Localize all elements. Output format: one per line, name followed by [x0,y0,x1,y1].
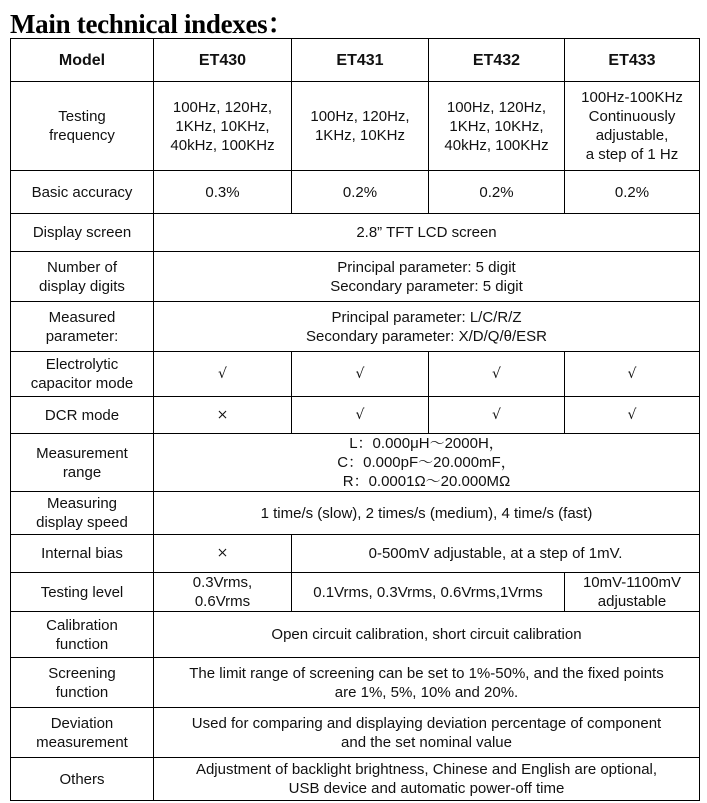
cell-line: 10mV-1100mV [582,574,682,591]
header-model-label: Model [11,39,154,82]
cell-et432 [429,82,565,171]
cell-et431-432: 0.1Vrms, 0.3Vrms, 0.6Vrms,1Vrms [292,573,565,612]
cell-line: Secondary parameter: 5 digit [330,277,523,295]
cell-et431: 0.2% [292,171,429,214]
spec-table [10,38,700,801]
cell-et430: √ [154,352,292,397]
header-row [11,39,700,82]
row-label-line: display speed [36,514,128,531]
row-calibration [11,612,700,658]
header-model-et433: ET433 [565,39,700,82]
cell-et431-433: 0-500mV adjustable, at a step of 1mV. [292,535,700,573]
row-label [11,708,154,758]
cell-line: L：0.000μH～2000H， [349,435,504,452]
cell-line: The limit range of screening can be set to 1%-50%, and the fixed points [189,664,664,682]
cell-line: 40kHz, 100KHz [444,136,549,154]
cell-et430 [154,573,292,612]
cell-line: 0.6Vrms [194,593,251,610]
row-label-line: frequency [49,127,115,144]
cell-all-models [154,434,700,492]
cell-line: 1KHz, 10KHz [314,127,406,144]
cell-line: 100Hz, 120Hz, [446,98,547,116]
row-label [11,492,154,535]
cell-et431: √ [292,352,429,397]
cell-line: 0.3Vrms, [192,574,253,591]
header-model-et430: ET430 [154,39,292,82]
row-internal-bias [11,535,700,573]
header-model-et431: ET431 [292,39,429,82]
row-label-line: Screening [48,664,116,682]
row-electrolytic-mode [11,352,700,397]
cell-line: 100Hz, 120Hz, [172,98,273,116]
cell-line: R：0.0001Ω～20.000MΩ [342,473,511,490]
row-label [11,302,154,352]
row-label: DCR mode [11,397,154,434]
row-label-line: parameter: [45,327,119,345]
row-label-line: Measurement [36,444,128,462]
cell-line: USB device and automatic power-off time [288,780,565,797]
cell-line: are 1%, 5%, 10% and 20%. [334,683,519,701]
cell-et432: 0.2% [429,171,565,214]
cell-line: Used for comparing and displaying deviation percentage of component [191,714,662,732]
row-label-line: measurement [36,733,128,751]
row-display-speed [11,492,700,535]
cell-line: 1KHz, 10KHz, [449,117,544,135]
row-label [11,252,154,302]
row-label [11,612,154,658]
row-label-line: Number of [46,258,118,276]
cell-et430: × [154,535,292,573]
cell-line: 100Hz-100KHz [581,89,683,106]
row-dcr-mode [11,397,700,434]
cell-all-models: 1 time/s (slow), 2 times/s (medium), 4 time/s (fast) [154,492,700,535]
cell-et432: √ [429,397,565,434]
cell-et430 [154,82,292,171]
row-label: Display screen [11,214,154,252]
cell-line: 1KHz, 10KHz, [175,117,270,135]
page-title: Main technical indexes： [10,9,295,39]
row-label [11,434,154,492]
cell-et431: √ [292,397,429,434]
cell-all-models [154,302,700,352]
row-label-line: range [62,463,102,481]
cell-line: 40kHz, 100KHz [170,136,275,154]
cell-line: Principal parameter: L/C/R/Z [331,308,522,326]
row-testing-level [11,573,700,612]
cell-line: and the set nominal value [341,733,512,751]
row-testing-frequency [11,82,700,171]
row-measured-parameter [11,302,700,352]
row-label: Testing level [11,573,154,612]
row-label-line: capacitor mode [30,375,134,392]
cell-et433 [565,573,700,612]
row-label: Internal bias [11,535,154,573]
cell-line: adjustable [597,593,667,610]
cell-et430: 0.3% [154,171,292,214]
cell-line: Continuously [588,108,676,125]
row-label-line: function [55,683,109,701]
row-measurement-range [11,434,700,492]
cell-line: Adjustment of backlight brightness, Chinese and English are optional, [195,761,658,778]
row-display-screen [11,214,700,252]
cell-line: Principal parameter: 5 digit [337,258,516,276]
cell-line: adjustable, [595,127,669,144]
cell-all-models [154,708,700,758]
cell-line: a step of 1 Hz [585,146,679,163]
cell-et431 [292,82,429,171]
row-label-line: Deviation [50,714,114,732]
cell-all-models [154,252,700,302]
cell-et430: × [154,397,292,434]
row-label-line: function [55,635,109,653]
row-label-line: Measuring [46,495,118,512]
row-label: Basic accuracy [11,171,154,214]
cell-all-models: Open circuit calibration, short circuit calibration [154,612,700,658]
cell-all-models [154,758,700,801]
row-display-digits [11,252,700,302]
cell-line: Secondary parameter: X/D/Q/θ/ESR [306,327,547,345]
cell-all-models [154,658,700,708]
cell-all-models: 2.8” TFT LCD screen [154,214,700,252]
cell-line: 100Hz, 120Hz, [310,108,410,125]
cell-et433: √ [565,397,700,434]
row-label-line: Testing [58,108,106,125]
row-others [11,758,700,801]
row-basic-accuracy [11,171,700,214]
cell-et433: √ [565,352,700,397]
cell-et433 [565,82,700,171]
row-label [11,82,154,171]
row-label-line: display digits [39,277,125,295]
cell-line: C：0.000pF～20.000mF， [337,454,516,471]
header-model-et432: ET432 [429,39,565,82]
row-deviation [11,708,700,758]
row-label-line: Measured [48,308,116,326]
cell-et432: √ [429,352,565,397]
row-label [11,352,154,397]
row-label: Others [11,758,154,801]
row-screening [11,658,700,708]
row-label-line: Electrolytic [45,356,119,373]
row-label [11,658,154,708]
cell-et433: 0.2% [565,171,700,214]
row-label-line: Calibration [46,616,118,634]
